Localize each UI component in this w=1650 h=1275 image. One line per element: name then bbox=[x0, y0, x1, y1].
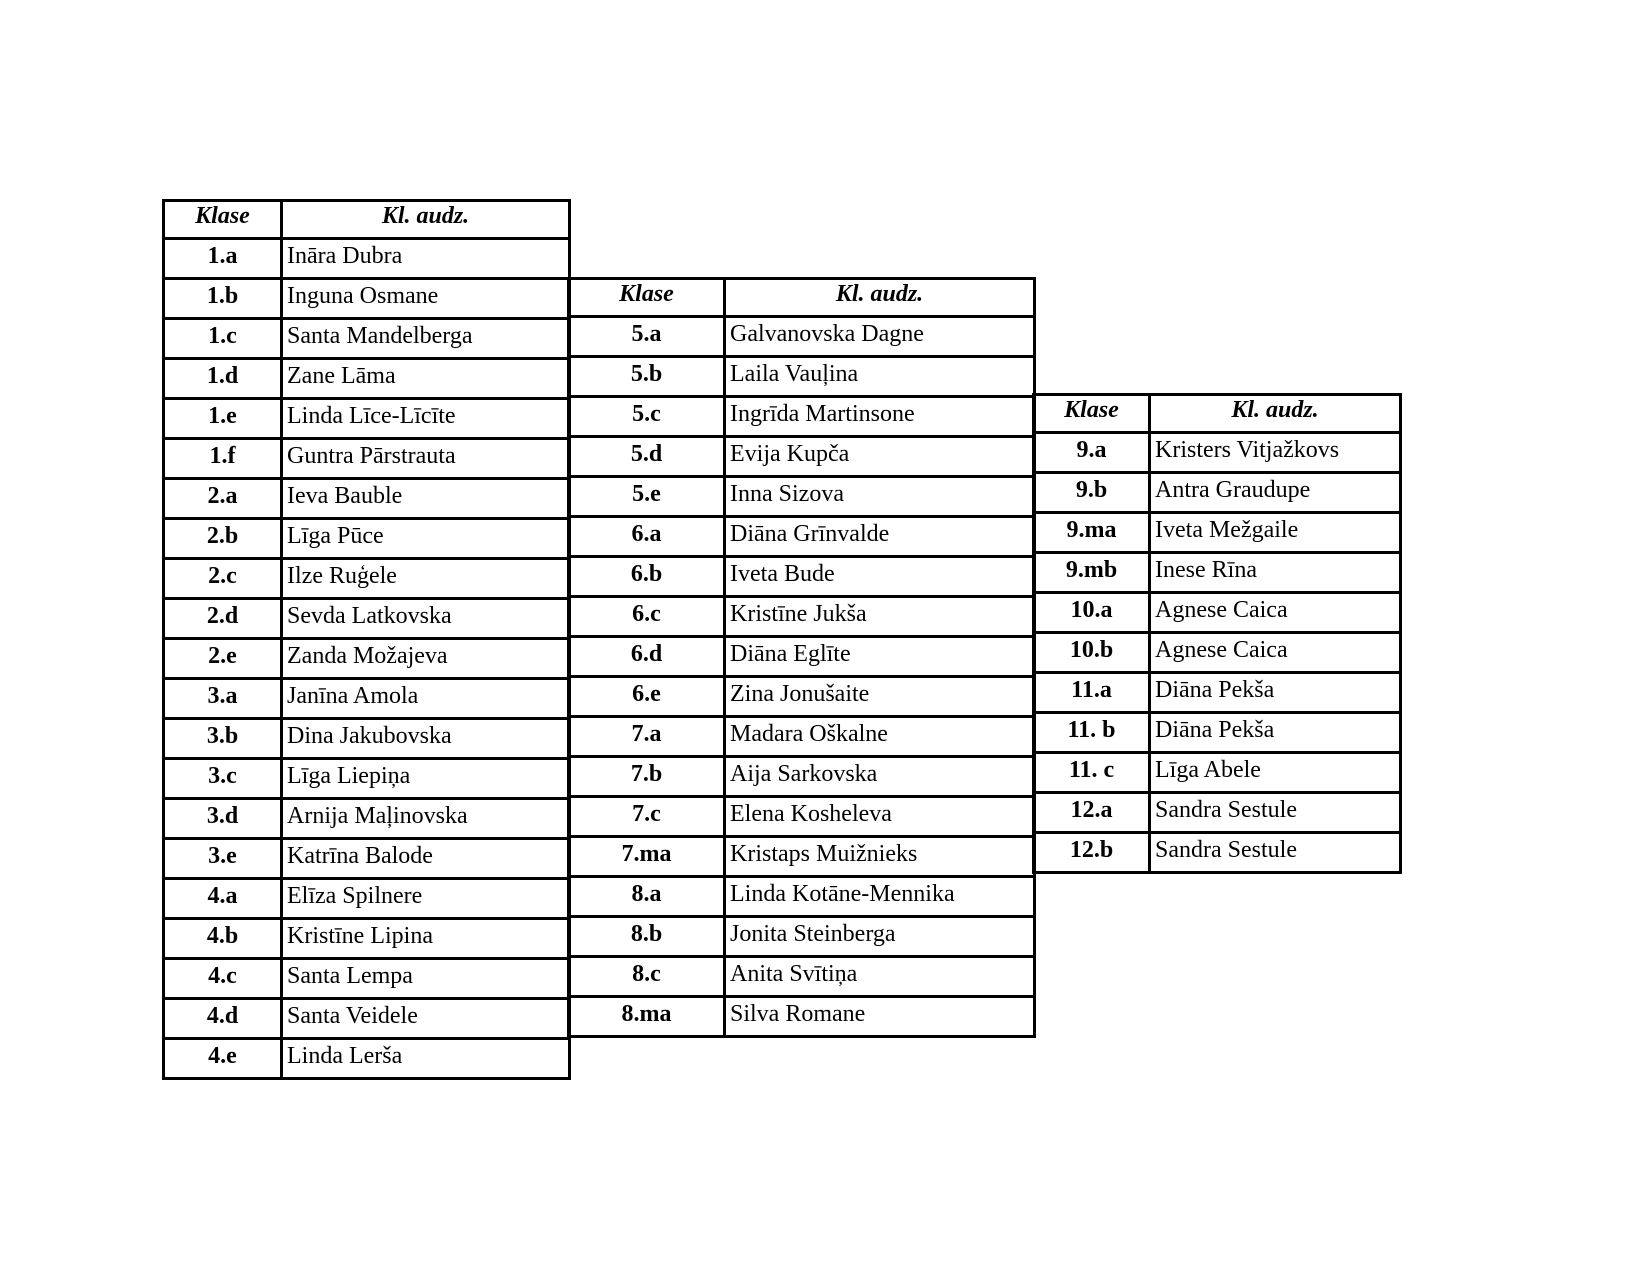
teacher-name-cell: Iveta Bude bbox=[725, 557, 1035, 597]
class-cell: 3.e bbox=[164, 839, 282, 879]
class-cell: 5.c bbox=[569, 397, 725, 437]
teacher-name-cell: Diāna Grīnvalde bbox=[725, 517, 1035, 557]
teacher-name-cell: Sandra Sestule bbox=[1150, 833, 1401, 873]
teacher-name-cell: Ilze Ruģele bbox=[282, 559, 570, 599]
teacher-name-cell: Evija Kupča bbox=[725, 437, 1035, 477]
table-row bbox=[569, 557, 1035, 597]
teacher-name-cell: Iveta Mežgaile bbox=[1150, 513, 1401, 553]
teacher-name-cell: Laila Vauļina bbox=[725, 357, 1035, 397]
class-cell: 2.e bbox=[164, 639, 282, 679]
class-cell: 4.c bbox=[164, 959, 282, 999]
class-cell: 1.b bbox=[164, 279, 282, 319]
table-row bbox=[569, 437, 1035, 477]
teacher-name-cell: Jonita Steinberga bbox=[725, 917, 1035, 957]
table-row bbox=[569, 877, 1035, 917]
table-row bbox=[569, 997, 1035, 1037]
teacher-name-cell: Agnese Caica bbox=[1150, 593, 1401, 633]
teacher-name-cell: Sandra Sestule bbox=[1150, 793, 1401, 833]
class-cell: 6.b bbox=[569, 557, 725, 597]
class-cell: 6.e bbox=[569, 677, 725, 717]
class-cell: 1.a bbox=[164, 239, 282, 279]
teacher-name-cell: Kristīne Jukša bbox=[725, 597, 1035, 637]
table-row bbox=[164, 559, 570, 599]
teacher-name-cell: Ieva Bauble bbox=[282, 479, 570, 519]
table-row bbox=[164, 479, 570, 519]
teacher-name-cell: Santa Mandelberga bbox=[282, 319, 570, 359]
teacher-name-cell: Līga Liepiņa bbox=[282, 759, 570, 799]
table-row bbox=[164, 719, 570, 759]
header-kl-audz: Kl. audz. bbox=[725, 279, 1035, 317]
class-cell: 1.e bbox=[164, 399, 282, 439]
table-row bbox=[164, 679, 570, 719]
class-cell: 6.d bbox=[569, 637, 725, 677]
table-row bbox=[1034, 713, 1401, 753]
class-cell: 1.f bbox=[164, 439, 282, 479]
class-cell: 12.b bbox=[1034, 833, 1150, 873]
table-row bbox=[569, 397, 1035, 437]
teacher-name-cell: Līga Abele bbox=[1150, 753, 1401, 793]
teacher-name-cell: Antra Graudupe bbox=[1150, 473, 1401, 513]
class-cell: 4.e bbox=[164, 1039, 282, 1079]
teacher-name-cell: Inguna Osmane bbox=[282, 279, 570, 319]
class-cell: 2.b bbox=[164, 519, 282, 559]
class-cell: 5.b bbox=[569, 357, 725, 397]
table-row bbox=[569, 757, 1035, 797]
class-teachers-table-grades-5-8 bbox=[567, 277, 1036, 1038]
class-cell: 3.a bbox=[164, 679, 282, 719]
table-row bbox=[164, 319, 570, 359]
class-teachers-table-grades-1-4 bbox=[162, 199, 571, 1080]
teacher-name-cell: Santa Lempa bbox=[282, 959, 570, 999]
table-row bbox=[164, 399, 570, 439]
class-cell: 8.ma bbox=[569, 997, 725, 1037]
table-row bbox=[1034, 553, 1401, 593]
table-row bbox=[1034, 833, 1401, 873]
class-cell: 3.b bbox=[164, 719, 282, 759]
class-cell: 8.b bbox=[569, 917, 725, 957]
class-cell: 3.c bbox=[164, 759, 282, 799]
table-row bbox=[569, 357, 1035, 397]
table-row bbox=[164, 279, 570, 319]
teacher-name-cell: Diāna Pekša bbox=[1150, 713, 1401, 753]
class-cell: 5.a bbox=[569, 317, 725, 357]
table-row bbox=[1034, 433, 1401, 473]
class-cell: 10.b bbox=[1034, 633, 1150, 673]
table-row bbox=[164, 599, 570, 639]
table-row bbox=[164, 839, 570, 879]
table-row bbox=[1034, 793, 1401, 833]
teacher-name-cell: Ināra Dubra bbox=[282, 239, 570, 279]
table-row bbox=[164, 239, 570, 279]
class-cell: 5.e bbox=[569, 477, 725, 517]
table-row bbox=[1034, 593, 1401, 633]
class-cell: 6.a bbox=[569, 517, 725, 557]
teacher-name-cell: Inna Sizova bbox=[725, 477, 1035, 517]
table-row bbox=[164, 879, 570, 919]
table-row bbox=[164, 519, 570, 559]
class-cell: 12.a bbox=[1034, 793, 1150, 833]
teacher-name-cell: Agnese Caica bbox=[1150, 633, 1401, 673]
table-row bbox=[1034, 753, 1401, 793]
teacher-name-cell: Galvanovska Dagne bbox=[725, 317, 1035, 357]
teacher-name-cell: Kristīne Lipina bbox=[282, 919, 570, 959]
header-kl-audz: Kl. audz. bbox=[1150, 395, 1401, 433]
teacher-name-cell: Zane Lāma bbox=[282, 359, 570, 399]
header-klase: Klase bbox=[1034, 395, 1150, 433]
class-cell: 7.b bbox=[569, 757, 725, 797]
table-row bbox=[569, 717, 1035, 757]
teacher-name-cell: Zina Jonušaite bbox=[725, 677, 1035, 717]
teacher-name-cell: Arnija Maļinovska bbox=[282, 799, 570, 839]
teacher-name-cell: Aija Sarkovska bbox=[725, 757, 1035, 797]
teacher-name-cell: Linda Kotāne-Mennika bbox=[725, 877, 1035, 917]
teacher-name-cell: Madara Oškalne bbox=[725, 717, 1035, 757]
table-row bbox=[569, 317, 1035, 357]
class-cell: 9.mb bbox=[1034, 553, 1150, 593]
teacher-name-cell: Diāna Eglīte bbox=[725, 637, 1035, 677]
table-header-row bbox=[164, 201, 570, 239]
class-cell: 9.b bbox=[1034, 473, 1150, 513]
table-row bbox=[569, 677, 1035, 717]
class-cell: 10.a bbox=[1034, 593, 1150, 633]
class-cell: 5.d bbox=[569, 437, 725, 477]
class-cell: 7.ma bbox=[569, 837, 725, 877]
teacher-name-cell: Elena Kosheleva bbox=[725, 797, 1035, 837]
teacher-name-cell: Dina Jakubovska bbox=[282, 719, 570, 759]
class-cell: 1.d bbox=[164, 359, 282, 399]
table-row bbox=[569, 477, 1035, 517]
teacher-name-cell: Santa Veidele bbox=[282, 999, 570, 1039]
teacher-name-cell: Zanda Možajeva bbox=[282, 639, 570, 679]
header-kl-audz: Kl. audz. bbox=[282, 201, 570, 239]
table-row bbox=[164, 959, 570, 999]
table-row bbox=[569, 797, 1035, 837]
header-klase: Klase bbox=[164, 201, 282, 239]
table-row bbox=[569, 637, 1035, 677]
table-header-row bbox=[569, 279, 1035, 317]
class-cell: 4.b bbox=[164, 919, 282, 959]
table-row bbox=[164, 639, 570, 679]
class-cell: 2.c bbox=[164, 559, 282, 599]
teacher-name-cell: Kristers Vitjažkovs bbox=[1150, 433, 1401, 473]
table-row bbox=[1034, 473, 1401, 513]
teacher-name-cell: Katrīna Balode bbox=[282, 839, 570, 879]
teacher-name-cell: Inese Rīna bbox=[1150, 553, 1401, 593]
table-row bbox=[164, 799, 570, 839]
class-cell: 9.ma bbox=[1034, 513, 1150, 553]
class-cell: 6.c bbox=[569, 597, 725, 637]
class-cell: 8.a bbox=[569, 877, 725, 917]
table-row bbox=[164, 999, 570, 1039]
teacher-name-cell: Sevda Latkovska bbox=[282, 599, 570, 639]
teacher-name-cell: Kristaps Muižnieks bbox=[725, 837, 1035, 877]
class-cell: 2.a bbox=[164, 479, 282, 519]
teacher-name-cell: Diāna Pekša bbox=[1150, 673, 1401, 713]
teacher-name-cell: Guntra Pārstrauta bbox=[282, 439, 570, 479]
table-row bbox=[569, 597, 1035, 637]
class-cell: 9.a bbox=[1034, 433, 1150, 473]
teacher-name-cell: Linda Līce-Līcīte bbox=[282, 399, 570, 439]
class-cell: 2.d bbox=[164, 599, 282, 639]
table-row bbox=[164, 359, 570, 399]
table-row bbox=[1034, 513, 1401, 553]
header-klase: Klase bbox=[569, 279, 725, 317]
table-row bbox=[164, 439, 570, 479]
table-row bbox=[164, 759, 570, 799]
table-row bbox=[569, 517, 1035, 557]
table-header-row bbox=[1034, 395, 1401, 433]
table-row bbox=[1034, 673, 1401, 713]
table-row bbox=[569, 917, 1035, 957]
teacher-name-cell: Anita Svītiņa bbox=[725, 957, 1035, 997]
teacher-name-cell: Ingrīda Martinsone bbox=[725, 397, 1035, 437]
teacher-name-cell: Linda Lerša bbox=[282, 1039, 570, 1079]
class-cell: 3.d bbox=[164, 799, 282, 839]
class-cell: 7.a bbox=[569, 717, 725, 757]
class-cell: 4.d bbox=[164, 999, 282, 1039]
table-row bbox=[164, 1039, 570, 1079]
class-cell: 1.c bbox=[164, 319, 282, 359]
table-row bbox=[569, 957, 1035, 997]
table-row bbox=[1034, 633, 1401, 673]
class-cell: 11. b bbox=[1034, 713, 1150, 753]
class-cell: 11. c bbox=[1034, 753, 1150, 793]
class-teachers-table-grades-9-12 bbox=[1032, 393, 1402, 874]
table-row bbox=[569, 837, 1035, 877]
teacher-name-cell: Līga Pūce bbox=[282, 519, 570, 559]
teacher-name-cell: Elīza Spilnere bbox=[282, 879, 570, 919]
class-cell: 8.c bbox=[569, 957, 725, 997]
teacher-name-cell: Silva Romane bbox=[725, 997, 1035, 1037]
class-cell: 4.a bbox=[164, 879, 282, 919]
table-row bbox=[164, 919, 570, 959]
class-cell: 7.c bbox=[569, 797, 725, 837]
class-cell: 11.a bbox=[1034, 673, 1150, 713]
teacher-name-cell: Janīna Amola bbox=[282, 679, 570, 719]
